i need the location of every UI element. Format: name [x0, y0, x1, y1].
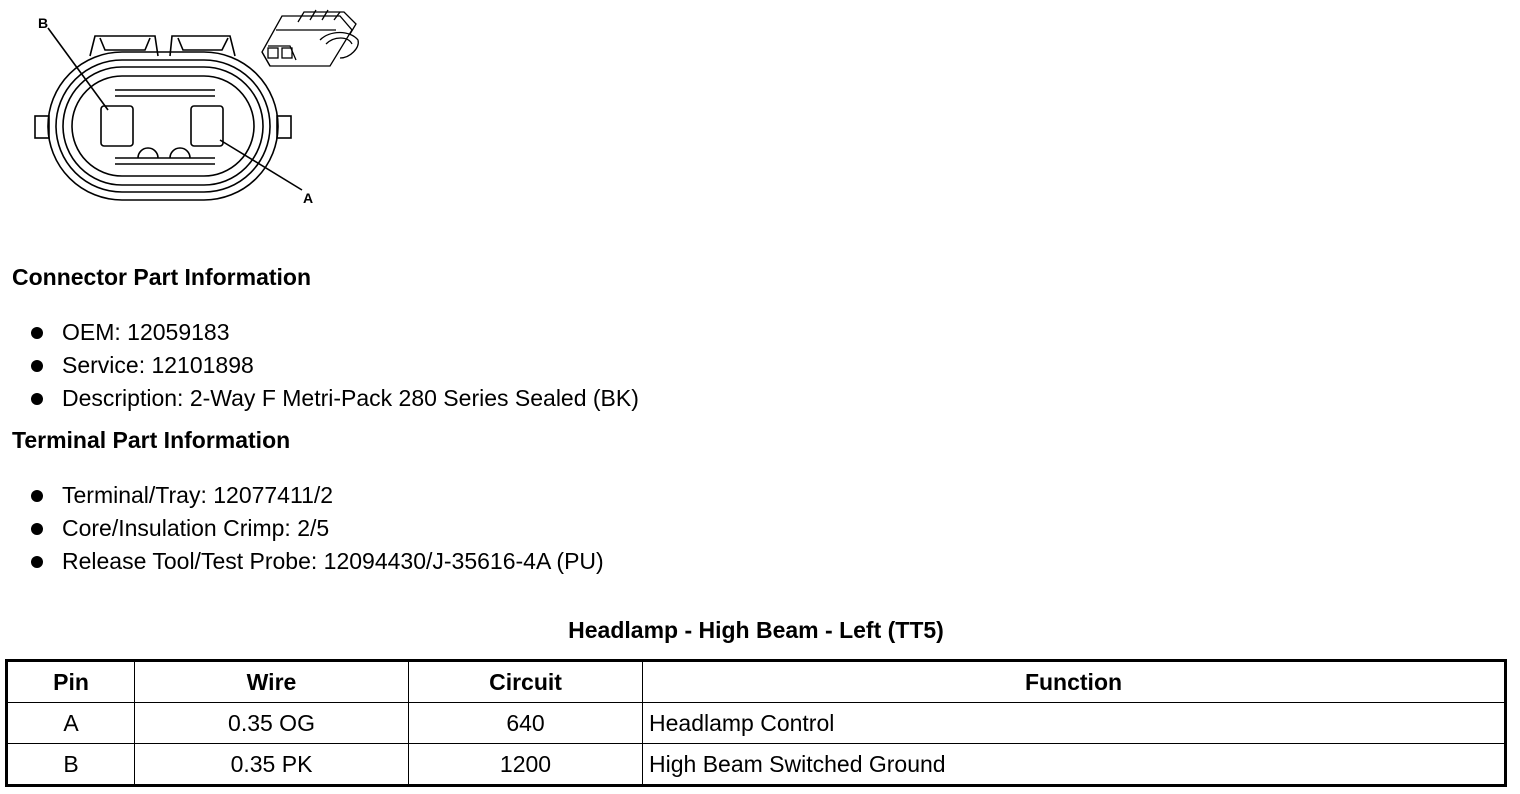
bullet-icon — [31, 556, 43, 568]
list-item: OEM: 12059183 — [28, 316, 639, 349]
terminal-cavity-a — [191, 106, 223, 146]
bullet-icon — [31, 523, 43, 535]
cell-function: Headlamp Control — [643, 703, 1506, 744]
table-row — [7, 744, 1506, 786]
connector-part-info-heading: Connector Part Information — [12, 264, 312, 290]
list-item: Terminal/Tray: 12077411/2 — [28, 479, 604, 512]
terminal-part-info-list — [28, 479, 604, 578]
side-tab-right — [277, 116, 291, 138]
cell-circuit: 1200 — [409, 744, 643, 786]
cell-wire: 0.35 OG — [135, 703, 409, 744]
pin-table — [5, 659, 1507, 787]
bullet-icon — [31, 327, 43, 339]
list-item: Core/Insulation Crimp: 2/5 — [28, 512, 604, 545]
connector-part-info-list — [28, 316, 639, 415]
cell-circuit: 640 — [409, 703, 643, 744]
pin-label-a: A — [303, 190, 314, 206]
cell-pin: B — [7, 744, 135, 786]
cell-function: High Beam Switched Ground — [643, 744, 1506, 786]
cell-pin: A — [7, 703, 135, 744]
table-title: Headlamp - High Beam - Left (TT5) — [568, 617, 944, 643]
table-row — [7, 703, 1506, 744]
terminal-cavity-b — [101, 106, 133, 146]
connector-perspective-icon — [262, 10, 358, 66]
bullet-icon — [31, 393, 43, 405]
list-item: Description: 2-Way F Metri-Pack 280 Series Sealed (BK) — [28, 382, 639, 415]
terminal-part-info-heading: Terminal Part Information — [12, 427, 291, 453]
side-tab-left — [35, 116, 49, 138]
table-header-row — [7, 661, 1506, 703]
column-header-pin: Pin — [7, 661, 135, 703]
column-header-wire: Wire — [135, 661, 409, 703]
list-item: Release Tool/Test Probe: 12094430/J-35616-4A (PU) — [28, 545, 604, 578]
column-header-function: Function — [643, 661, 1506, 703]
bullet-icon — [31, 490, 43, 502]
latch-tab-right — [170, 36, 235, 56]
list-item: Service: 12101898 — [28, 349, 639, 382]
column-header-circuit: Circuit — [409, 661, 643, 703]
bullet-icon — [31, 360, 43, 372]
connector-diagram — [0, 0, 380, 215]
cell-wire: 0.35 PK — [135, 744, 409, 786]
pin-label-b: B — [38, 15, 49, 31]
